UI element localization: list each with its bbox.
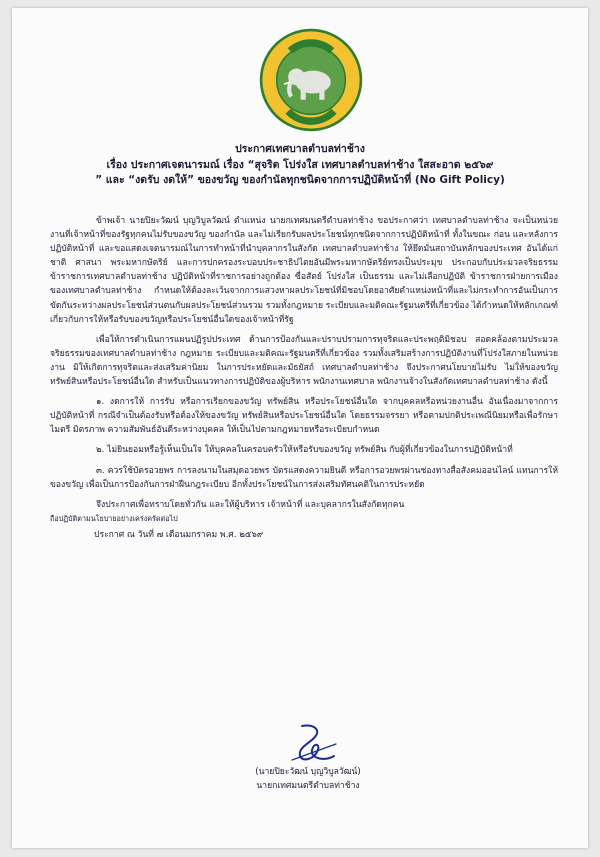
- announcement-header: [42, 142, 558, 189]
- signatory-block: [208, 765, 408, 793]
- announcement-subject: เรื่อง ประกาศเจตนารมณ์ เรื่อง “สุจริต โปร่งใส เทศบาลตำบลท่าช้าง ใสสะอาด ๒๕๖๙: [106, 158, 494, 171]
- closing-statement: จึงประกาศเพื่อทราบโดยทั่วกัน และให้ผู้บริหาร เจ้าหน้าที่ และบุคลากรในสังกัดทุกคน: [96, 499, 405, 510]
- announcement-date: ประกาศ ณ วันที่ ๗ เดือนมกราคม พ.ศ. ๒๕๖๙: [94, 529, 264, 540]
- announcement-subject-continued: ” และ “งดรับ งดให้” ของขวัญ ของกำนัลทุกชนิดจากการปฏิบัติหน้าที่ (No Gift Policy): [95, 174, 505, 186]
- closing-statement-continued: ถือปฏิบัติตามนโยบายอย่างเคร่งครัดต่อไป: [50, 513, 178, 523]
- signatory-name: (นายปิยะวัฒน์ บุญวิบูลวัฒน์): [255, 767, 361, 777]
- announcement-issuer: ประกาศเทศบาลตำบลท่าช้าง: [235, 143, 365, 155]
- signatory-position: นายกเทศมนตรีตำบลท่าช้าง: [256, 781, 360, 791]
- municipality-seal-logo: [259, 28, 363, 132]
- announcement-body: [50, 214, 558, 542]
- paragraph-purpose: เพื่อให้การดำเนินการแผนปฏิรูปประเทศ ด้านการป้องกันและปราบปรามการทุจริตและประพฤติมิชอบ สอดคล้องตามประมวลจริยธรรมของเทศบาลตำบลท่าช้าง กฎหมาย ระเบียบและมติคณะรัฐมนตรีที่เกี่ยวข้อง รวมทั้งเสริมสร้างการปฏิบัติงานที่โปร่งใสภายในหน่วยงาน มิให้เกิดการทุจริตและส่งเสริมค่านิยม ในการประหยัดและมัธยัสถ์ เทศบาลตำบลท่าช้าง จึงประกาศนโยบายไม่รับ ไม่ให้ของขวัญ ทรัพย์สินหรือประโยชน์อื่นใด สำหรับเป็นแนวทางการปฏิบัติของผู้บริหาร พนักงานเทศบาล พนักงานจ้างในสังกัดเทศบาลตำบลท่าช้าง ดังนี้: [50, 334, 558, 388]
- policy-item-3: ๓. ควรใช้บัตรอวยพร การลงนามในสมุดอวยพร บัตรแสดงความยินดี หรือการอวยพรผ่านช่องทางสื่อสังคมออนไลน์ แทนการให้ของขวัญ เพื่อเป็นการป้องกันการฝ่าฝืนกฎระเบียบ อีกทั้งประโยชน์ในการส่งเสริมทัศนคติในการประหยัด: [50, 465, 558, 490]
- signature-mark: [284, 720, 344, 766]
- policy-item-1: ๑. งดการให้ การรับ หรือการเรียกของขวัญ ทรัพย์สิน หรือประโยชน์อื่นใด จากบุคคลหรือหน่วยงานอื่น อันเนื่องมาจากการปฏิบัติหน้าที่ กรณีจำเป็นต้องรับหรือต้องให้ของขวัญ ทรัพย์สินหรือประโยชน์อื่นใด โดยธรรมจรรยา หรือตามปกติประเพณีนิยมหรือเพื่อรักษาไมตรี มิตรภาพ ความสัมพันธ์อันดีระหว่างบุคคล ให้เป็นไปตามกฎหมายหรือระเบียบกำหนด: [50, 397, 558, 436]
- paragraph-declaration: ข้าพเจ้า นายปิยะวัฒน์ บุญวิบูลวัฒน์ ตำแหน่ง นายกเทศมนตรีตำบลท่าช้าง ขอประกาศว่า เทศบาลตำบลท่าช้าง จะเป็นหน่วยงานที่เจ้าหน้าที่ของรัฐทุกคนไม่รับของขวัญ ของกำนัล และไม่เรียกรับผลประโยชน์ทุกชนิดจากการปฏิบัติหน้าที่ ทั้งในขณะ ก่อน และหลังการปฏิบัติหน้าที่ และขอแสดงเจตนารมณ์ในการทำหน้าที่นำบุคลากรในสังกัด เทศบาลตำบลท่าช้าง ให้ยึดมั่นสถาบันหลักของประเทศ อันได้แก่ ชาติ ศาสนา พระมหากษัตริย์ และการปกครองระบอบประชาธิปไตยอันมีพระมหากษัตริย์ทรงเป็นประมุข ประกอบกับประมวลจริยธรรมข้าราชการเทศบาลตำบลท่าช้าง ปฏิบัติหน้าที่ราชการอย่างถูกต้อง ซื่อสัตย์ โปร่งใส เป็นธรรม และไม่เลือกปฏิบัติ ข้าราชการฝ่ายการเมืองของเทศบาลตำบลท่าช้าง กำหนดให้ต้องละเว้นจากการแสวงหาผลประโยชน์ที่มิชอบโดยอาศัยตำแหน่งหน้าที่และไม่กระทำการอันเป็นการขัดกันระหว่างผลประโยชน์ส่วนตนกับผลประโยชน์ส่วนรวม รวมทั้งกฎหมาย ระเบียบและมติคณะรัฐมนตรีที่เกี่ยวข้อง ได้กำหนดให้หลักเกณฑ์เกี่ยวกับการให้หรือรับของขวัญหรือประโยชน์อื่นใดของเจ้าหน้าที่รัฐ: [50, 216, 558, 325]
- policy-item-2: ๒. ไม่ยินยอมหรือรู้เห็นเป็นใจ ให้บุคคลในครอบครัวให้หรือรับของขวัญ ทรัพย์สิน กับผู้ที่เกี่ยวข้องในการปฏิบัติหน้าที่: [96, 445, 513, 456]
- document-page: [12, 8, 588, 848]
